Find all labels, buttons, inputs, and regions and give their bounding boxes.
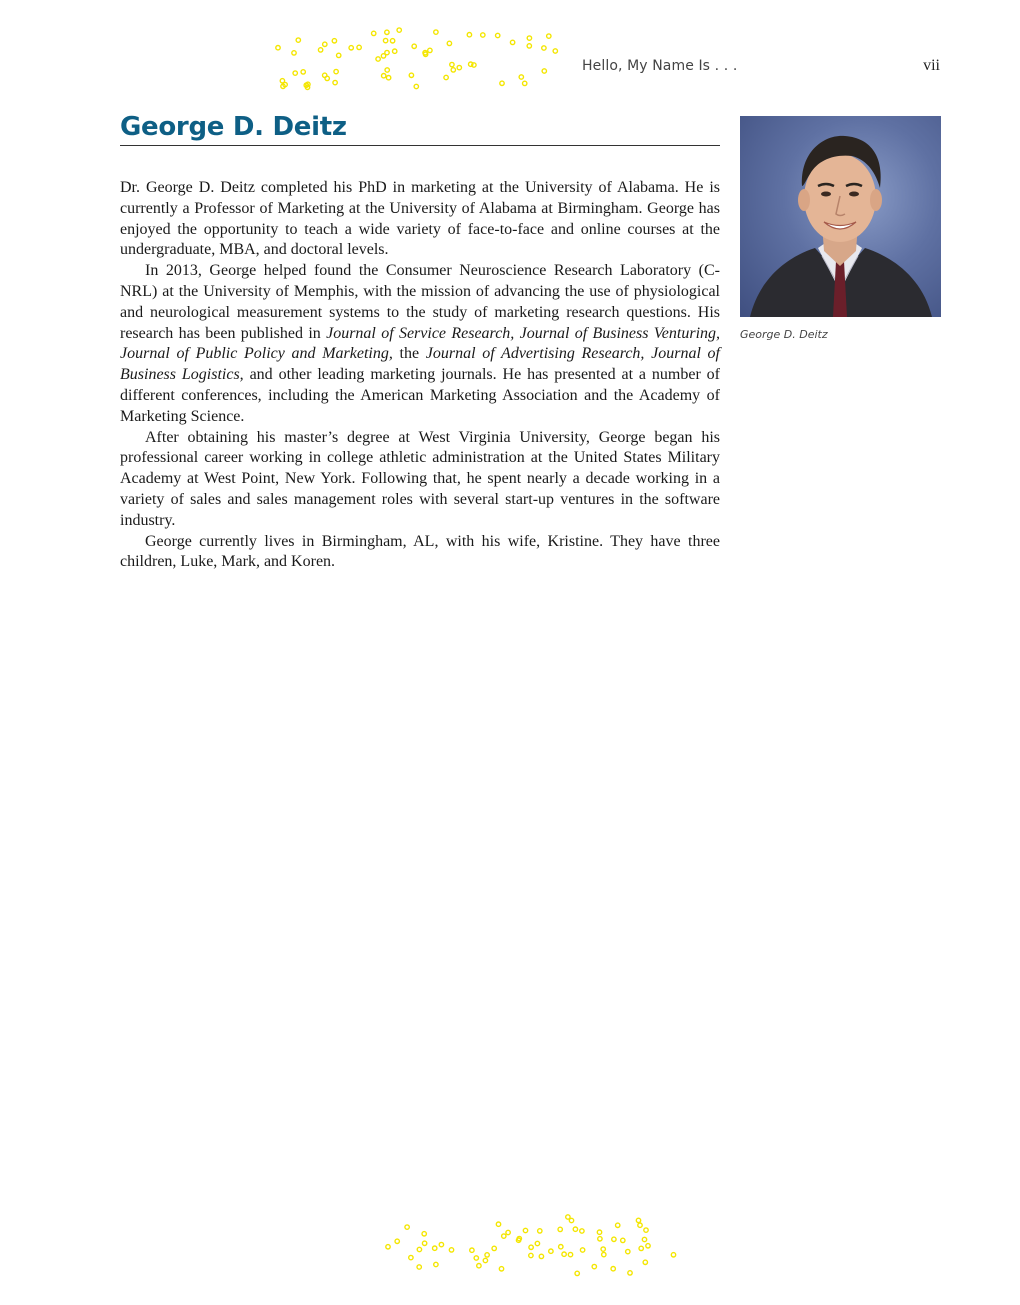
bio-paragraph-1: Dr. George D. Deitz completed his PhD in marketing at the University of Alabama. He is currently a Professor of Marketing at the University of Alabama at Birmingham. George has enjoyed the opportunity to teach a wide variety of face-to-face and online courses at the undergraduate, MBA, and doctoral levels.	[120, 179, 720, 259]
decorative-dot	[523, 1228, 527, 1232]
decorative-dot	[643, 1260, 647, 1264]
decorative-dot	[646, 1244, 650, 1248]
decorative-dot	[444, 75, 448, 79]
decorative-dot	[597, 1230, 601, 1234]
decorative-dot	[417, 1247, 421, 1251]
decorative-dot	[519, 75, 523, 79]
decorative-dot	[558, 1227, 562, 1231]
journal-names: Journal of Service Research, Journal of Business Venturing, Journal of Public Policy and Marketing,	[120, 324, 721, 363]
decorative-dot	[510, 40, 514, 44]
decorative-dot	[612, 1237, 616, 1241]
decorative-dot	[483, 1258, 487, 1262]
decorative-dot	[422, 1241, 426, 1245]
decorative-dot	[409, 1255, 413, 1259]
decorative-dot	[496, 33, 500, 37]
bio-paragraph-2	[120, 261, 720, 427]
decorative-dot	[386, 1245, 390, 1249]
decorative-dot	[638, 1223, 642, 1227]
bio-text: the	[392, 345, 426, 363]
decorative-dot	[611, 1267, 615, 1271]
decorative-dot	[372, 31, 376, 35]
decorative-dot	[573, 1227, 577, 1231]
decorative-dot	[414, 84, 418, 88]
decorative-dot	[621, 1238, 625, 1242]
decorative-dot	[500, 81, 504, 85]
decorative-dot	[393, 49, 397, 53]
running-head: Hello, My Name Is . . .	[582, 58, 738, 74]
decorative-dot	[538, 1229, 542, 1233]
decorative-dot	[405, 1225, 409, 1229]
decorative-dot	[447, 41, 451, 45]
decorative-dot	[639, 1246, 643, 1250]
decorative-dot	[409, 73, 413, 77]
decorative-dot	[485, 1253, 489, 1257]
decorative-dot	[457, 65, 461, 69]
decorative-dot	[644, 1228, 648, 1232]
decorative-dot	[449, 1248, 453, 1252]
decorative-dot	[562, 1252, 566, 1256]
author-portrait	[740, 116, 941, 317]
page-number: vii	[923, 57, 940, 74]
decorative-dot	[385, 30, 389, 34]
decorative-dot	[580, 1229, 584, 1233]
decorative-dot	[428, 48, 432, 52]
decorative-dot	[481, 33, 485, 37]
decorative-dot	[492, 1246, 496, 1250]
decorative-dot	[575, 1271, 579, 1275]
decorative-dot	[470, 1248, 474, 1252]
decorative-dot	[439, 1242, 443, 1246]
decorative-dot	[450, 62, 454, 66]
biography	[120, 178, 720, 573]
decorative-dot	[385, 68, 389, 72]
decorative-dot	[502, 1234, 506, 1238]
decorative-dot	[598, 1237, 602, 1241]
author-photo	[740, 116, 941, 317]
decorative-dot	[434, 1262, 438, 1266]
decorative-dots-top	[270, 26, 560, 92]
decorative-dot	[626, 1249, 630, 1253]
decorative-dot	[417, 1265, 421, 1269]
decorative-dot	[616, 1223, 620, 1227]
decorative-dot	[318, 48, 322, 52]
decorative-dot	[559, 1245, 563, 1249]
decorative-dot	[506, 1230, 510, 1234]
decorative-dot	[523, 81, 527, 85]
decorative-dot	[467, 33, 471, 37]
decorative-dot	[397, 28, 401, 32]
decorative-dot	[553, 49, 557, 53]
decorative-dot	[671, 1253, 675, 1257]
decorative-dots-bottom	[384, 1212, 678, 1278]
decorative-dot	[422, 1232, 426, 1236]
decorative-dot	[542, 46, 546, 50]
bio-text: In 2013, George helped found the Consumer Neuroscience Research Laboratory (C-NRL) at the University of Memphis, with the mission of advancing the use of physiological and neurological measurement systems to the study of marketing research questions. His research has been published in	[120, 262, 720, 342]
decorative-dot	[293, 71, 297, 75]
decorative-dot	[499, 1267, 503, 1271]
decorative-dot	[433, 1246, 437, 1250]
decorative-dot	[642, 1237, 646, 1241]
decorative-dot	[323, 42, 327, 46]
decorative-dot	[383, 38, 387, 42]
decorative-dot	[602, 1252, 606, 1256]
journal-names: Journal of Advertising Research, Journal of Business Logistics,	[120, 345, 721, 384]
decorative-dot	[539, 1254, 543, 1258]
decorative-dot	[535, 1241, 539, 1245]
decorative-dot	[592, 1264, 596, 1268]
decorative-dot	[349, 46, 353, 50]
decorative-dot	[549, 1249, 553, 1253]
decorative-dot	[412, 44, 416, 48]
decorative-dot	[474, 1256, 478, 1260]
page-title: George D. Deitz	[120, 112, 720, 146]
decorative-dot	[568, 1252, 572, 1256]
decorative-dot	[385, 50, 389, 54]
decorative-dot	[395, 1239, 399, 1243]
decorative-dot	[527, 44, 531, 48]
decorative-dot	[386, 76, 390, 80]
decorative-dot	[601, 1247, 605, 1251]
decorative-dot	[547, 34, 551, 38]
decorative-dot	[357, 45, 361, 49]
decorative-dot	[451, 68, 455, 72]
bio-paragraph-4: George currently lives in Birmingham, AL, with his wife, Kristine. They have three children, Luke, Mark, and Koren.	[120, 532, 720, 571]
decorative-dot	[527, 36, 531, 40]
decorative-dot	[434, 30, 438, 34]
decorative-dot	[332, 39, 336, 43]
decorative-dot	[477, 1264, 481, 1268]
bio-paragraph-3: After obtaining his master’s degree at West Virginia University, George began his professional career working in college athletic administration at the United States Military Academy at West Point, New York. Following that, he spent nearly a decade working in a variety of sales and sales management roles with several start-up ventures in the software industry.	[120, 428, 720, 529]
decorative-dot	[382, 74, 386, 78]
decorative-dot	[376, 57, 380, 61]
decorative-dot	[569, 1218, 573, 1222]
decorative-dot	[542, 69, 546, 73]
decorative-dot	[292, 51, 296, 55]
decorative-dot	[529, 1245, 533, 1249]
decorative-dot	[628, 1271, 632, 1275]
decorative-dot	[334, 69, 338, 73]
decorative-dot	[390, 39, 394, 43]
decorative-dot	[333, 80, 337, 84]
decorative-dot	[529, 1253, 533, 1257]
decorative-dot	[276, 46, 280, 50]
decorative-dot	[496, 1222, 500, 1226]
bio-text: and other leading marketing journals. He has presented at a number of different conferences, including the American Marketing Association and the Academy of Marketing Science.	[120, 366, 720, 425]
decorative-dot	[323, 73, 327, 77]
decorative-dot	[580, 1248, 584, 1252]
decorative-dot	[636, 1218, 640, 1222]
decorative-dot	[301, 70, 305, 74]
decorative-dot	[296, 38, 300, 42]
photo-caption: George D. Deitz	[740, 328, 828, 341]
decorative-dot	[337, 53, 341, 57]
decorative-dot	[469, 62, 473, 66]
